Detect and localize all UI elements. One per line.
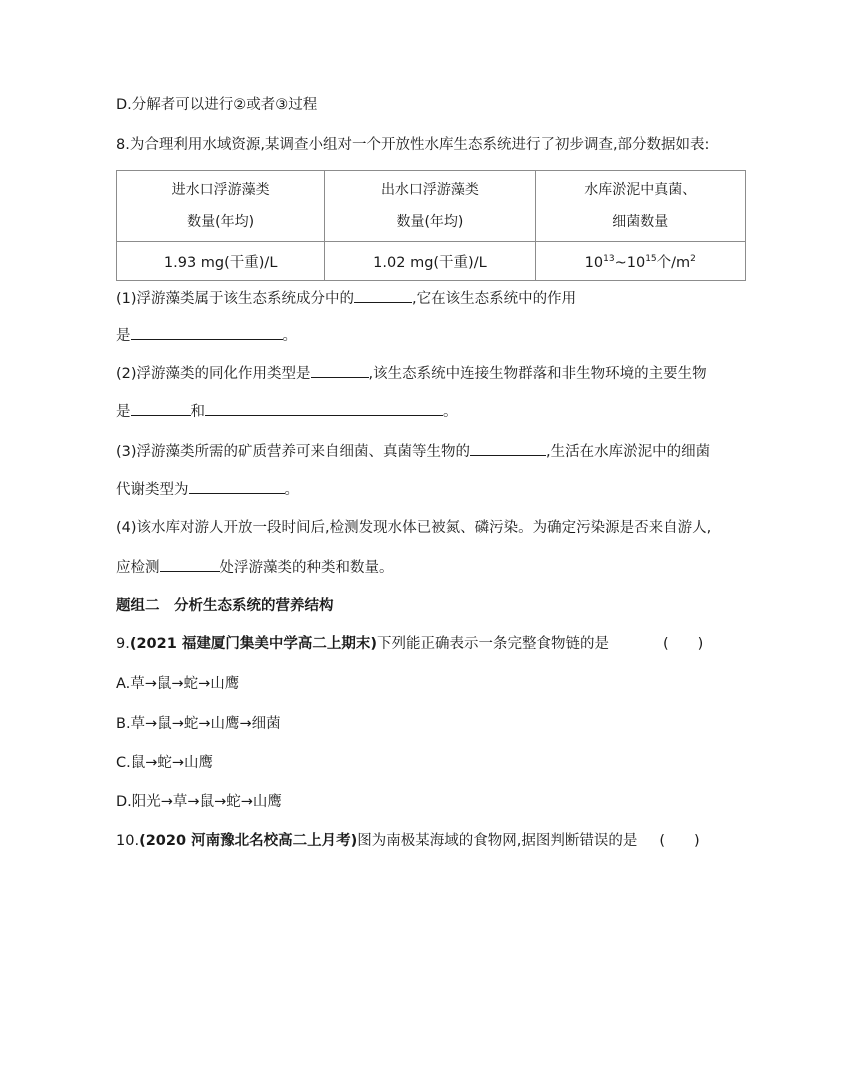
- answer-paren[interactable]: ( ): [663, 636, 704, 652]
- q8-part2-cont: 是 和 。: [116, 400, 458, 422]
- q10-stem: 10.(2020 河南豫北名校高二上月考)图为南极某海域的食物网,据图判断错误的是 ( ): [116, 833, 700, 849]
- q7-option-d: D.分解者可以进行②或者③过程: [116, 97, 318, 113]
- q8-part1-cont: 是 。: [116, 324, 297, 346]
- answer-paren[interactable]: ( ): [659, 833, 700, 849]
- group2-title: 题组二 分析生态系统的营养结构: [116, 598, 334, 614]
- q9-option-d: D.阳光→草→鼠→蛇→山鹰: [116, 794, 282, 810]
- q9-stem: 9.(2021 福建厦门集美中学高二上期末)下列能正确表示一条完整食物链的是 ( ): [116, 636, 704, 652]
- answer-blank[interactable]: [131, 324, 283, 340]
- table-header-cell: 进水口浮游藻类 数量(年均): [117, 171, 325, 242]
- q9-option-c: C.鼠→蛇→山鹰: [116, 755, 214, 771]
- answer-blank[interactable]: [189, 478, 285, 494]
- table-header-row: [117, 171, 746, 242]
- q8-part3-cont: 代谢类型为 。: [116, 478, 299, 500]
- answer-blank[interactable]: [354, 287, 412, 303]
- answer-blank[interactable]: [470, 440, 546, 456]
- answer-blank[interactable]: [205, 400, 443, 416]
- survey-table: [116, 170, 746, 281]
- table-header-cell: 水库淤泥中真菌、 细菌数量: [535, 171, 745, 242]
- table-header-cell: 出水口浮游藻类 数量(年均): [325, 171, 535, 242]
- q8-part2: (2)浮游藻类的同化作用类型是 ,该生态系统中连接生物群落和非生物环境的主要生物: [116, 362, 707, 384]
- table-cell: 1.02 mg(干重)/L: [325, 242, 535, 281]
- q9-option-a: A.草→鼠→蛇→山鹰: [116, 676, 240, 692]
- q9-option-b: B.草→鼠→蛇→山鹰→细菌: [116, 716, 281, 732]
- q8-part3: (3)浮游藻类所需的矿质营养可来自细菌、真菌等生物的 ,生活在水库淤泥中的细菌: [116, 440, 710, 462]
- q8-part4: (4)该水库对游人开放一段时间后,检测发现水体已被氮、磷污染。为确定污染源是否来自游人,: [116, 520, 712, 536]
- q8-stem: 8.为合理利用水域资源,某调查小组对一个开放性水库生态系统进行了初步调查,部分数据如表:: [116, 137, 710, 153]
- answer-blank[interactable]: [131, 400, 191, 416]
- q8-part1: (1)浮游藻类属于该生态系统成分中的 ,它在该生态系统中的作用: [116, 287, 576, 309]
- table-cell: 1.93 mg(干重)/L: [117, 242, 325, 281]
- table-cell: $10^{13}\sim 10^{15}$个$/m^2$: [535, 242, 745, 281]
- answer-blank[interactable]: [160, 556, 220, 572]
- q8-part4-cont: 应检测 处浮游藻类的种类和数量。: [116, 556, 394, 578]
- table-row: [117, 242, 746, 281]
- answer-blank[interactable]: [311, 362, 369, 378]
